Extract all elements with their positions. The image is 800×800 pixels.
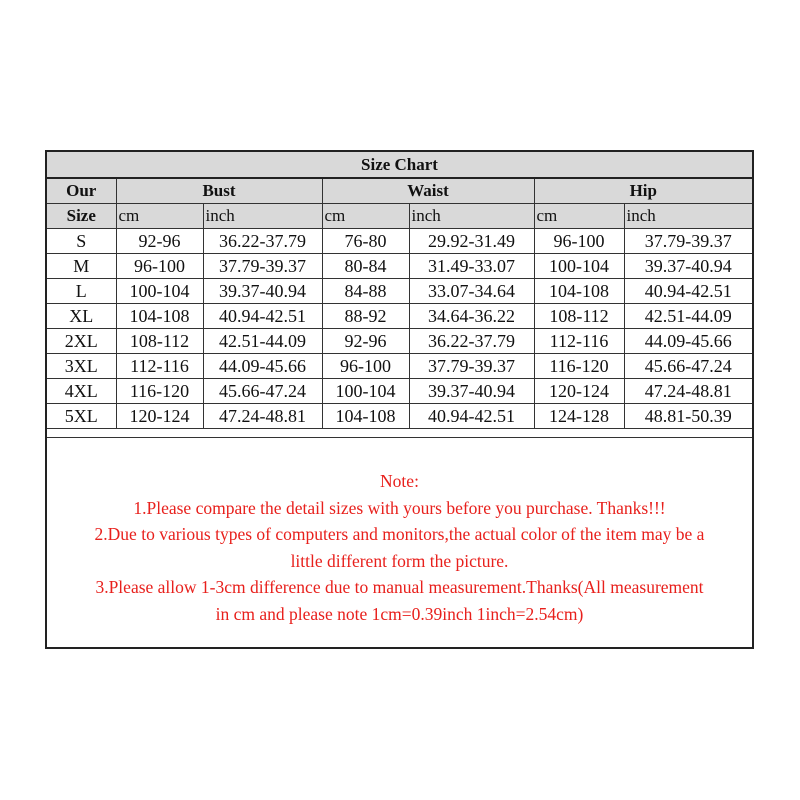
measurement-cell: 100-104	[322, 379, 409, 404]
measurement-cell: 45.66-47.24	[203, 379, 322, 404]
table-row	[47, 229, 752, 254]
size-label-cell: 5XL	[47, 404, 116, 429]
size-label-cell: 4XL	[47, 379, 116, 404]
measurement-cell: 92-96	[322, 329, 409, 354]
unit-label: cm	[116, 204, 203, 229]
unit-row	[47, 204, 752, 229]
unit-label: cm	[322, 204, 409, 229]
note-line: 2.Due to various types of computers and monitors,the actual color of the item may be a	[94, 524, 705, 544]
size-rows	[47, 229, 752, 429]
measurement-cell: 112-116	[116, 354, 203, 379]
table-row	[47, 354, 752, 379]
measurement-cell: 104-108	[322, 404, 409, 429]
measurement-cell: 124-128	[534, 404, 624, 429]
measurement-cell: 96-100	[322, 354, 409, 379]
note-line: 1.Please compare the detail sizes with yours before you purchase. Thanks!!!	[133, 497, 666, 518]
measurement-cell: 40.94-42.51	[203, 304, 322, 329]
size-subheader: Size	[47, 204, 116, 229]
size-table	[47, 179, 752, 429]
header-row	[47, 179, 752, 204]
waist-header: Waist	[322, 179, 534, 204]
measurement-cell: 80-84	[322, 254, 409, 279]
measurement-cell: 37.79-39.37	[409, 354, 534, 379]
measurement-cell: 100-104	[116, 279, 203, 304]
measurement-cell: 42.51-44.09	[203, 329, 322, 354]
measurement-cell: 40.94-42.51	[409, 404, 534, 429]
size-chart	[45, 150, 754, 649]
measurement-cell: 88-92	[322, 304, 409, 329]
measurement-cell: 37.79-39.37	[203, 254, 322, 279]
measurement-cell: 96-100	[534, 229, 624, 254]
table-row	[47, 379, 752, 404]
measurement-cell: 104-108	[116, 304, 203, 329]
size-label-cell: 3XL	[47, 354, 116, 379]
hip-header: Hip	[534, 179, 752, 204]
measurement-cell: 120-124	[534, 379, 624, 404]
measurement-cell: 39.37-40.94	[409, 379, 534, 404]
measurement-cell: 120-124	[116, 404, 203, 429]
unit-label: inch	[203, 204, 322, 229]
unit-label: inch	[409, 204, 534, 229]
measurement-cell: 44.09-45.66	[624, 329, 752, 354]
measurement-cell: 76-80	[322, 229, 409, 254]
table-row	[47, 254, 752, 279]
measurement-cell: 116-120	[116, 379, 203, 404]
measurement-cell: 104-108	[534, 279, 624, 304]
measurement-cell: 47.24-48.81	[624, 379, 752, 404]
measurement-cell: 33.07-34.64	[409, 279, 534, 304]
size-label-cell: M	[47, 254, 116, 279]
note-heading: Note:	[380, 471, 419, 491]
measurement-cell: 116-120	[534, 354, 624, 379]
size-header: Our	[47, 179, 116, 204]
measurement-cell: 40.94-42.51	[624, 279, 752, 304]
measurement-cell: 96-100	[116, 254, 203, 279]
measurement-cell: 39.37-40.94	[203, 279, 322, 304]
note-line: 3.Please allow 1-3cm difference due to manual measurement.Thanks(All measurement	[95, 577, 704, 597]
chart-title: Size Chart	[47, 152, 752, 179]
measurement-cell: 36.22-37.79	[409, 329, 534, 354]
measurement-cell: 31.49-33.07	[409, 254, 534, 279]
measurement-cell: 84-88	[322, 279, 409, 304]
measurement-cell: 29.92-31.49	[409, 229, 534, 254]
table-row	[47, 404, 752, 429]
measurement-cell: 100-104	[534, 254, 624, 279]
measurement-cell: 45.66-47.24	[624, 354, 752, 379]
measurement-cell: 48.81-50.39	[624, 404, 752, 429]
measurement-cell: 44.09-45.66	[203, 354, 322, 379]
size-label-cell: XL	[47, 304, 116, 329]
table-row	[47, 329, 752, 354]
unit-label: cm	[534, 204, 624, 229]
table-row	[47, 279, 752, 304]
size-label-cell: 2XL	[47, 329, 116, 354]
measurement-cell: 112-116	[534, 329, 624, 354]
measurement-cell: 36.22-37.79	[203, 229, 322, 254]
note-line: in cm and please note 1cm=0.39inch 1inch=2.54cm)	[215, 603, 584, 624]
measurement-cell: 42.51-44.09	[624, 304, 752, 329]
notes-section	[47, 437, 752, 647]
measurement-cell: 47.24-48.81	[203, 404, 322, 429]
table-row	[47, 304, 752, 329]
bust-header: Bust	[116, 179, 322, 204]
measurement-cell: 39.37-40.94	[624, 254, 752, 279]
measurement-cell: 37.79-39.37	[624, 229, 752, 254]
measurement-cell: 108-112	[116, 329, 203, 354]
measurement-cell: 34.64-36.22	[409, 304, 534, 329]
measurement-cell: 92-96	[116, 229, 203, 254]
note-line: little different form the picture.	[290, 550, 509, 571]
size-label-cell: S	[47, 229, 116, 254]
size-label-cell: L	[47, 279, 116, 304]
unit-label: inch	[624, 204, 752, 229]
measurement-cell: 108-112	[534, 304, 624, 329]
